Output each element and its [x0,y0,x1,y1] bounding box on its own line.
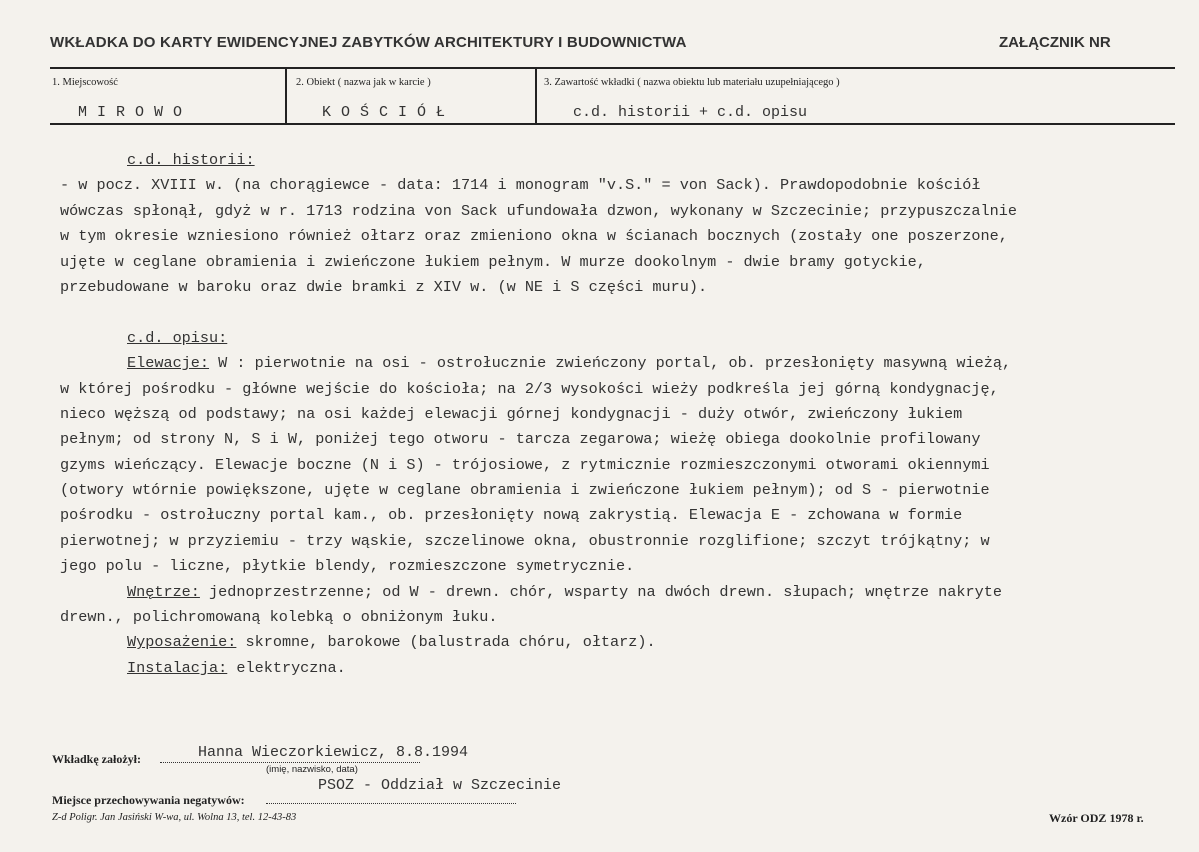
object-label: 2. Obiekt ( nazwa jak w karcie ) [296,77,431,88]
history-line: przebudowane w baroku oraz dwie bramki z XIV w. (w NE i S części muru). [60,277,708,296]
history-line: w tym okresie wzniesiono również ołtarz oraz zmieniono okna w ścianach bocznych (zostały one poszerzone, [60,227,1008,246]
author-dotted-line [160,762,420,763]
column-divider-2 [535,67,537,123]
negatives-dotted-line [266,803,516,804]
author-value: Hanna Wieczorkiewicz, 8.8.1994 [198,744,469,761]
column-divider-1 [285,67,287,123]
elevations-label: Elewacje: [127,354,210,373]
history-heading: c.d. historii: [127,151,255,169]
author-hint: (imię, nazwisko, data) [266,764,358,775]
history-line: - w pocz. XVIII w. (na chorągiewce - data: 1714 i monogram "v.S." = von Sack). Prawdopodobnie kościół [60,176,981,195]
elevations-line: jego polu - liczne, płytkie blendy, rozmieszczone symetrycznie. [60,557,635,576]
object-value: KOŚCIÓŁ [322,104,456,121]
description-heading: c.d. opisu: [127,328,228,347]
history-line: ujęte w ceglane obramienia i zwieńczone łukiem pełnym. W murze dookolnym - dwie bramy gotyckie, [60,252,926,271]
spacer [60,300,1110,325]
history-heading-row [60,148,1110,173]
elevations-line: (otwory wtórnie powiększone, ujęte w ceglane obramienia i zwieńczone łukiem pełnym); od S - pierwotnie [60,481,990,500]
furnishing-row [60,630,1110,655]
installation-label: Instalacja: [127,658,228,677]
interior-row [60,580,1110,605]
history-line: wówczas spłonął, gdyż w r. 1713 rodzina von Sack ufundowała dzwon, wykonany w Szczecinie; przypuszczalnie [60,201,1017,220]
elevations-line: nieco węższą od podstawy; na osi każdej elewacji górnej kondygnacji - duży otwór, zwieńczony łukiem [60,404,963,423]
elevations-line: pełnym; od strony N, S i W, poniżej tego otworu - tarcza zegarowa; wieżę obiega dookolnie profilowany [60,430,981,449]
furnishing-label: Wyposażenie: [127,633,237,652]
negatives-label: Miejsce przechowywania negatywów: [52,793,245,807]
furnishing-text: skromne, barokowe (balustrada chóru, ołtarz). [236,633,656,652]
elevations-text: W : pierwotnie na osi - ostrołucznie zwieńczony portal, ob. przesłonięty masywną wieżą, [209,354,1012,373]
elevations-line: gzyms wieńczący. Elewacje boczne (N i S) - trójosiowe, z rytmicznie rozmieszczonymi otworami okiennymi [60,455,990,474]
description-heading-row [60,326,1110,351]
annex-number-label: ZAŁĄCZNIK NR [999,34,1111,51]
installation-text: elektryczna. [227,658,346,677]
installation-row [60,656,1110,681]
elevations-line: pierwotnej; w przyziemiu - trzy wąskie, szczelinowe okna, obustronnie rozglifione; szczyt trójkątny; w [60,531,990,550]
locality-label: 1. Miejscowość [52,77,118,88]
interior-line: drewn., polichromowaną kolebką o obniżonym łuku. [60,608,498,627]
author-label: Wkładkę założył: [52,752,141,766]
contents-value: c.d. historii + c.d. opisu [573,104,808,121]
negatives-value: PSOZ - Oddział w Szczecinie [318,777,562,794]
template-number: Wzór ODZ 1978 r. [1049,811,1144,825]
interior-text: jednoprzestrzenne; od W - drewn. chór, wsparty na dwóch drewn. słupach; wnętrze nakryte [199,582,1002,601]
elevations-line: pośrodku - ostrołuczny portal kam., ob. przesłonięty nową zakrystią. Elewacja E - zchowana w formie [60,506,963,525]
table-top-rule [50,67,1175,69]
contents-label: 3. Zawartość wkładki ( nazwa obiektu lub materiału uzupełniającego ) [544,77,840,88]
printer-info: Z-d Poligr. Jan Jasiński W-wa, ul. Wolna 13, tel. 12-43-83 [52,812,297,823]
elevations-row [60,351,1110,376]
elevations-line: w której pośrodku - główne wejście do kościoła; na 2/3 wysokości wieży podkreśla jej górną kondygnację, [60,379,999,398]
locality-value: MIROWO [78,104,193,121]
typed-body [60,148,1110,681]
table-bottom-rule [50,123,1175,125]
form-title: WKŁADKA DO KARTY EWIDENCYJNEJ ZABYTKÓW ARCHITEKTURY I BUDOWNICTWA [50,34,687,51]
interior-label: Wnętrze: [127,582,200,601]
